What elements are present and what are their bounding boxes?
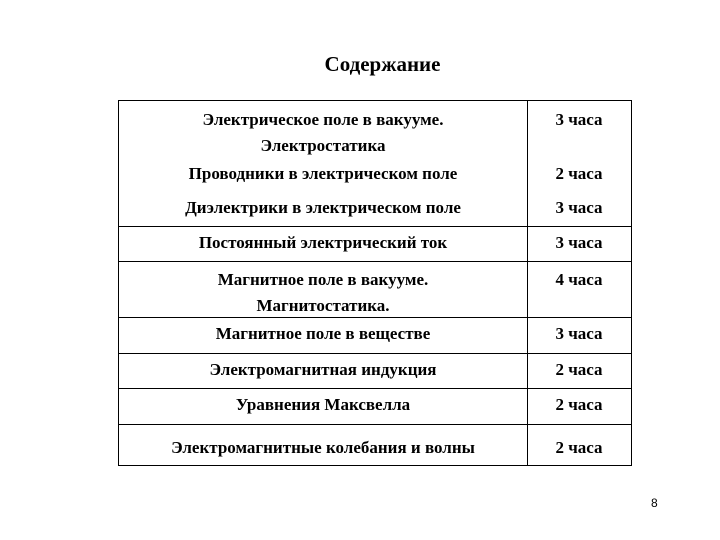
- topic-induction: Электромагнитная индукция: [209, 360, 437, 379]
- topic-magnetostatics-line1: Магнитное поле в вакууме.: [217, 270, 429, 289]
- topic-magnetostatics-line2: Магнитостатика.: [256, 296, 390, 315]
- page-number: 8: [651, 496, 658, 510]
- hours-dielectrics: 3 часа: [555, 198, 603, 217]
- row-divider: [119, 353, 631, 354]
- row-divider: [119, 388, 631, 389]
- topic-conductors: Проводники в электрическом поле: [188, 164, 458, 183]
- topic-maxwell: Уравнения Максвелла: [235, 395, 411, 414]
- hours-maxwell: 2 часа: [555, 395, 603, 414]
- topic-magnetic-matter: Магнитное поле в веществе: [215, 324, 431, 343]
- topic-electrostatics-line1: Электрическое поле в вакууме.: [202, 110, 444, 129]
- row-divider: [119, 226, 631, 227]
- page-title: Содержание: [324, 52, 441, 76]
- topic-direct-current: Постоянный электрический ток: [198, 233, 448, 252]
- topic-electrostatics-line2: Электростатика: [260, 136, 386, 155]
- hours-conductors: 2 часа: [555, 164, 603, 183]
- topic-oscillations: Электромагнитные колебания и волны: [171, 438, 475, 457]
- hours-magnetic-matter: 3 часа: [555, 324, 603, 343]
- hours-magnetostatics: 4 часа: [555, 270, 603, 289]
- contents-table: [118, 100, 632, 466]
- row-divider: [119, 261, 631, 262]
- hours-electrostatics: 3 часа: [555, 110, 603, 129]
- hours-oscillations: 2 часа: [555, 438, 603, 457]
- hours-direct-current: 3 часа: [555, 233, 603, 252]
- hours-induction: 2 часа: [555, 360, 603, 379]
- row-divider: [119, 424, 631, 425]
- topic-dielectrics: Диэлектрики в электрическом поле: [185, 198, 461, 217]
